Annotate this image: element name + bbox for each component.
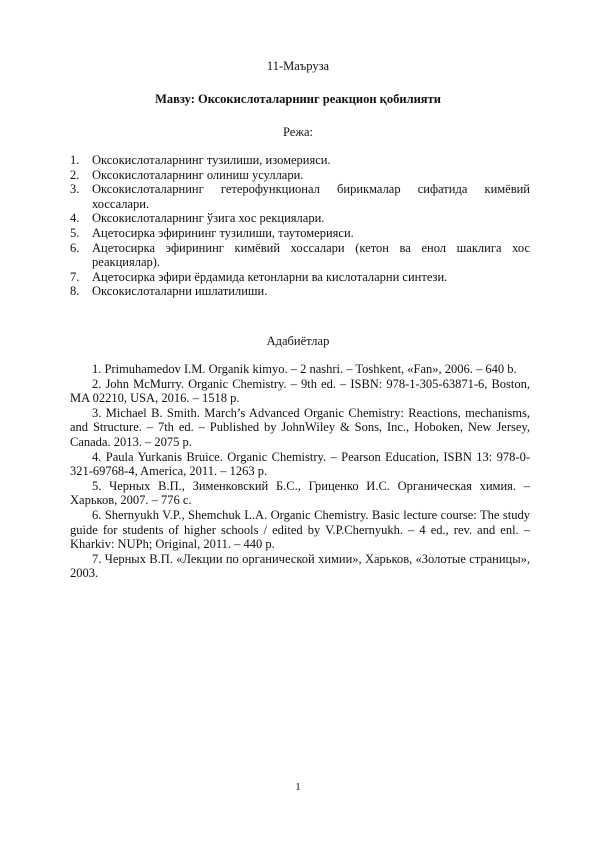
reference-item: 6. Shernyukh V.P., Shemchuk L.A. Organic Chemistry. Basic lecture course: The study guide for students of higher schools / edited by V.P.Chernyukh. – 4 ed., rev. and enl. – Kharkiv: NUPh; Original, 2011. – 440 p. bbox=[70, 507, 530, 552]
plan-item-text: Ацетосирка эфирининг кимёвий хоссалари (кетон ва енол шаклига хос реакциялар). bbox=[92, 240, 530, 270]
plan-item-number: 6. bbox=[70, 240, 80, 255]
plan-item-text: Оксокислоталарнинг гетерофункционал бирикмалар сифатида кимёвий хоссалари. bbox=[92, 182, 530, 211]
page-number: 1 bbox=[295, 781, 301, 793]
plan-item bbox=[70, 182, 530, 211]
plan-item-text: Оксокислоталарни ишлатилиши. bbox=[92, 284, 268, 299]
plan-item bbox=[70, 284, 530, 299]
plan-item bbox=[70, 211, 530, 226]
plan-item-text: Оксокислоталарнинг олиниш усуллари. bbox=[92, 167, 304, 182]
plan-item-number: 5. bbox=[70, 225, 80, 240]
plan-item-text: Ацетосирка эфирининг тузилиши, таутомерияси. bbox=[92, 225, 354, 240]
plan-item bbox=[70, 153, 530, 168]
plan-list bbox=[70, 153, 530, 299]
plan-item-text: Ацетосирка эфири ёрдамида кетонларни ва кислоталарни синтези. bbox=[92, 269, 448, 284]
plan-item-text: Оксокислоталарнинг ўзига хос рекциялари. bbox=[92, 211, 325, 226]
plan-item-number: 8. bbox=[70, 284, 80, 299]
plan-heading: Режа: bbox=[283, 125, 313, 139]
reference-item: 1. Primuhamedov I.M. Organik kimyo. – 2 nashri. – Toshkent, «Fan», 2006. – 640 b. bbox=[92, 362, 517, 376]
plan-item bbox=[70, 241, 530, 270]
reference-item: 2. John McMurry. Organic Chemistry. – 9th ed. – ISBN: 978-1-305-63871-6, Boston, MA 02210, USA, 2016. – 1518 p. bbox=[70, 376, 530, 406]
reference-item: 3. Michael B. Smith. March’s Advanced Organic Chemistry: Reactions, mechanisms, and Structure. – 7th ed. – Published by JohnWiley & Sons, Inc., Hoboken, New Jersey, Canada. 2013. – 2075 p. bbox=[70, 405, 530, 449]
page-title: Мавзу: Оксокислоталарнинг реакцион қобилияти bbox=[155, 92, 441, 106]
reference-item: 7. Черных В.П. «Лекции по органической химии», Харьков, «Золотые страницы», 2003. bbox=[70, 551, 530, 581]
plan-item-number: 4. bbox=[70, 211, 80, 226]
plan-item-text: Оксокислоталарнинг тузилиши, изомерияси. bbox=[92, 153, 331, 167]
plan-item bbox=[70, 270, 530, 285]
plan-item bbox=[70, 226, 530, 241]
plan-item-number: 3. bbox=[70, 182, 80, 197]
references-list bbox=[70, 362, 530, 581]
plan-item-number: 1. bbox=[70, 153, 80, 167]
lecture-number: 11-Маъруза bbox=[266, 59, 330, 73]
plan-item bbox=[70, 168, 530, 183]
reference-item: 5. Черных В.П., Зименковский Б.С., Гриценко И.С. Органическая химия. – Харьков, 2007. – 776 с. bbox=[70, 478, 530, 508]
references-heading: Адабиётлар bbox=[266, 334, 330, 348]
plan-item-number: 7. bbox=[70, 269, 80, 284]
plan-item-number: 2. bbox=[70, 167, 80, 182]
reference-item: 4. Paula Yurkanis Bruice. Organic Chemistry. – Pearson Education, ISBN 13: 978-0-321-69768-4, America, 2011. – 1263 p. bbox=[70, 449, 530, 479]
